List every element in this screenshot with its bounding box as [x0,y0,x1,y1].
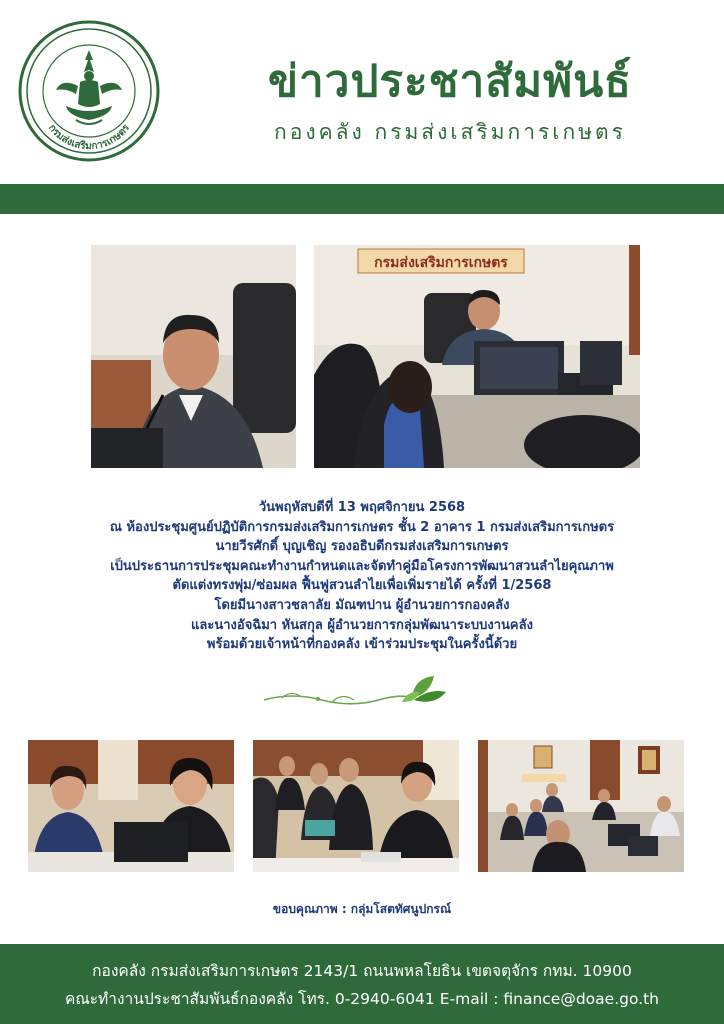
footer-contact: คณะทำงานประชาสัมพันธ์กองคลัง โทร. 0-2940-6041 E-mail : finance@doae.go.th [64,990,660,1008]
leaf-swirl-icon [262,672,462,714]
body-line-director: โดยมีนางสาวชลาลัย มัณฑปาน ผู้อำนวยการกองคลัง [214,597,510,613]
garuda-emblem-icon [18,20,160,162]
page-subtitle: กองคลัง กรมส่งเสริมการเกษตร [274,120,626,144]
body-line-meeting: เป็นประธานการประชุมคณะทำงานกำหนดและจัดทำคู่มือโครงการพัฒนาสวนลำไยคุณภาพ [110,558,614,574]
body-line-date: วันพฤหัสบดีที่ 13 พฤศจิกายน 2568 [258,500,466,515]
photo-speaker-closeup [91,245,296,468]
body-line-project: ตัดแต่งทรงพุ่ม/ซ่อมผล ฟื้นฟูสวนลำไยเพื่อเพิ่มรายได้ ครั้งที่ 1/2568 [172,578,552,594]
body-line-staff: พร้อมด้วยเจ้าหน้าที่กองคลัง เข้าร่วมประชุมในครั้งนี้ด้วย [206,637,518,653]
room-sign-text: กรมส่งเสริมการเกษตร [374,255,508,271]
body-line-venue: ณ ห้องประชุมศูนย์ปฏิบัติการกรมส่งเสริมการเกษตร ชั้น 2 อาคาร 1 กรมส่งเสริมการเกษตร [109,519,615,535]
photo-credit: ขอบคุณภาพ : กลุ่มโสตทัศนูปกรณ์ [272,902,452,916]
photo-officials-pair [28,740,234,872]
footer-band [0,944,724,1024]
photo-meeting-room-wide [478,740,684,872]
header-band [0,184,724,214]
photo-meeting-room-chair [314,245,640,468]
photo-attendees-table [253,740,459,872]
page-title: ข่าวประชาสัมพันธ์ [267,56,633,107]
body-line-chair: นายวีรศักดิ์ บุญเชิญ รองอธิบดีกรมส่งเสริมการเกษตร [215,539,509,555]
svg-text:กรมส่งเสริมการเกษตร: กรมส่งเสริมการเกษตร [45,122,133,153]
news-body [40,498,684,655]
footer-address: กองคลัง กรมส่งเสริมการเกษตร 2143/1 ถนนพหลโยธิน เขตจตุจักร กทม. 10900 [92,962,632,980]
body-line-group-director: และนางอัจฉิมา หันสกุล ผู้อำนวยการกลุ่มพัฒนาระบบงานคลัง [191,617,533,633]
department-logo [18,20,160,162]
